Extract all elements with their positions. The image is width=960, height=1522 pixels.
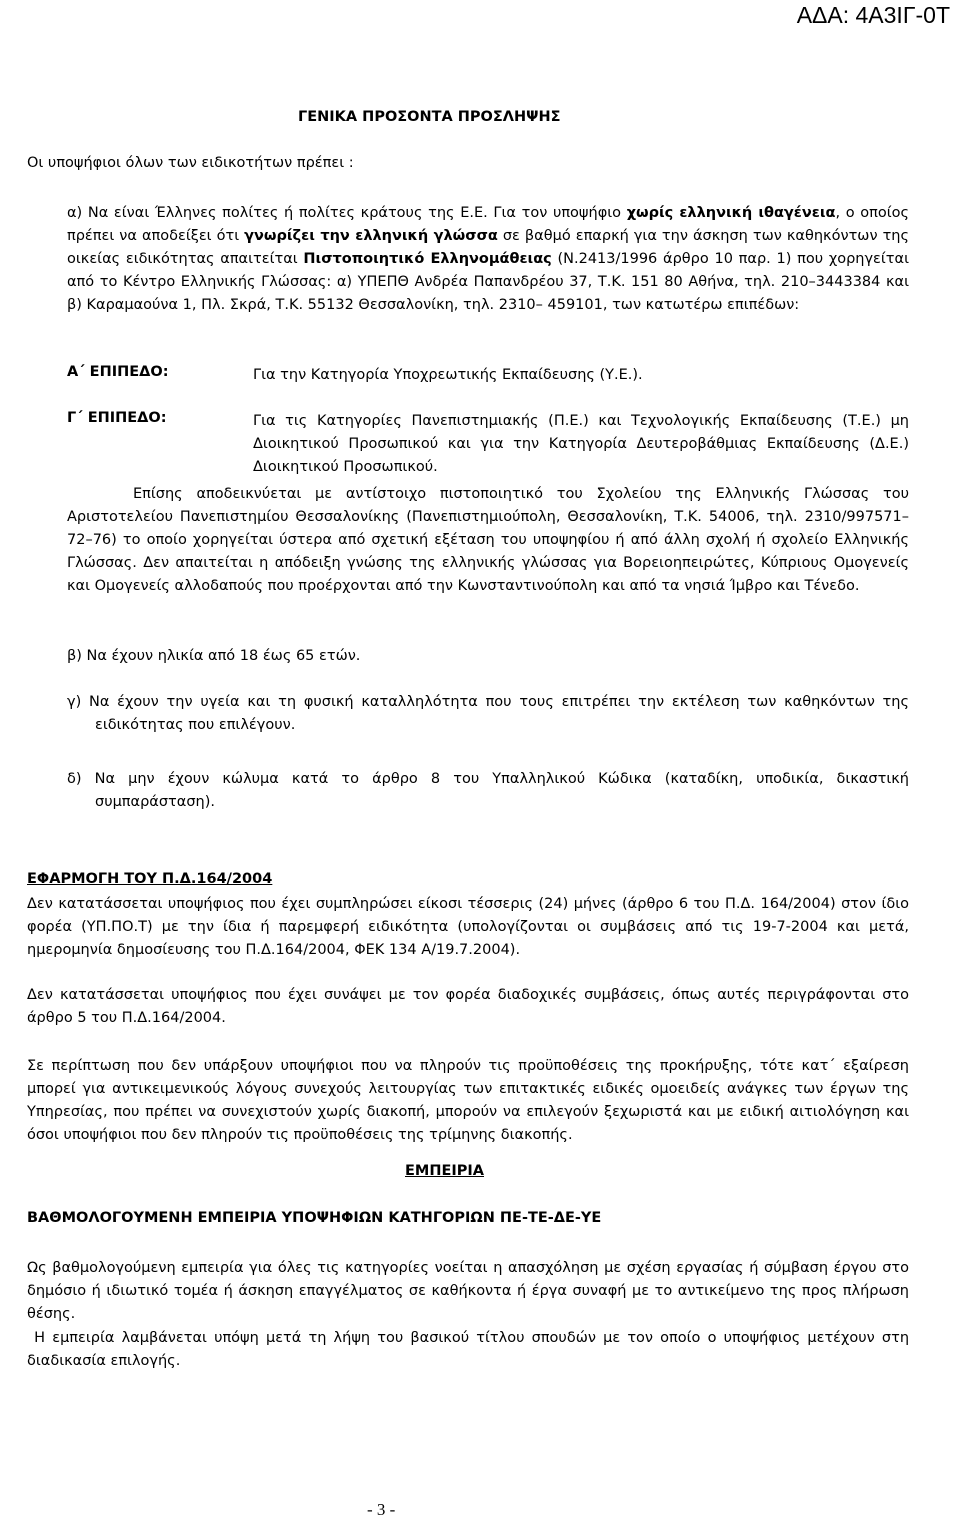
general-title: ΓΕΝΙΚΑ ΠΡΟΣΟΝΤΑ ΠΡΟΣΛΗΨΗΣ bbox=[298, 109, 561, 125]
requirement-d: δ) Να μην έχουν κώλυμα κατά το άρθρο 8 του Υπαλληλικού Κώδικα (καταδίκη, υποδικία, δικαστική συμπαράσταση). bbox=[67, 771, 909, 810]
requirement-a-bold-3: Πιστοποιητικό Ελληνομάθειας bbox=[303, 251, 552, 267]
experience-subtitle: ΒΑΘΜΟΛΟΓΟΥΜΕΝΗ ΕΜΠΕΙΡΙΑ ΥΠΟΨΗΦΙΩΝ ΚΑΤΗΓΟΡΙΩΝ ΠΕ-ΤΕ-ΔΕ-ΥΕ bbox=[27, 1210, 602, 1226]
requirement-a bbox=[67, 202, 909, 317]
page-number: - 3 - bbox=[367, 1500, 396, 1519]
pd-paragraph-1: Δεν κατατάσσεται υποψήφιος που έχει συμπληρώσει είκοσι τέσσερις (24) μήνες (άρθρο 6 του Π.Δ. 164/2004) στον ίδιο φορέα (ΥΠ.ΠΟ.Τ) με την ίδια ή παρεμφερή ειδικότητα (υπολογίζονται οι συμβάσεις από τις 19-7-2004 και μετά, ημερομηνία δημοσίευσης του Π.Δ.164/2004, ΦΕΚ 134 Α/19.7.2004). bbox=[27, 896, 909, 958]
experience-paragraph-1: Ως βαθμολογούμενη εμπειρία για όλες τις κατηγορίες νοείται η απασχόληση με σχέση εργασίας ή σύμβαση έργου στο δημόσιο ή ιδιωτικό τομέα ή άσκηση επαγγέλματος σε καθήκοντα ή έργα συναφή με το αντικείμενο της προς πλήρωση θέσης. bbox=[27, 1260, 909, 1322]
pd-title: ΕΦΑΡΜΟΓΗ ΤΟΥ Π.Δ.164/2004 bbox=[27, 871, 273, 887]
pd-paragraph-2: Δεν κατατάσσεται υποψήφιος που έχει συνάψει με τον φορέα διαδοχικές συμβάσεις, όπως αυτές περιγράφονται στο άρθρο 5 του Π.Δ.164/2004. bbox=[27, 987, 909, 1026]
experience-title: ΕΜΠΕΙΡΙΑ bbox=[405, 1163, 485, 1179]
general-intro: Οι υποψήφιοι όλων των ειδικοτήτων πρέπει : bbox=[27, 155, 354, 171]
requirement-a-text-2: , ο οποίος πρέπει να αποδείξει ότι bbox=[67, 205, 909, 244]
requirement-a-text-3: σε βαθμό επαρκή για την άσκηση των καθηκόντων της οικείας ειδικότητας απαιτείται bbox=[67, 228, 910, 267]
level-a-text: Για την Κατηγορία Υποχρεωτικής Εκπαίδευσης (Υ.Ε.). bbox=[253, 367, 643, 383]
ada-code: ΑΔΑ: 4Α3ΙΓ-0Τ bbox=[796, 2, 950, 28]
level-c-label: Γ΄ ΕΠΙΠΕΔΟ: bbox=[67, 410, 167, 426]
requirement-a-text-4: (Ν.2413/1996 άρθρο 10 παρ. 1) που χορηγείται από το Κέντρο Ελληνικής Γλώσσας: α) ΥΠΕΠΘ Ανδρέα Παπανδρέου 37, Τ.Κ. 151 80 Αθήνα, τηλ. 210–3443384 και β) Καραμαούνα 1, Πλ. Σκρά, Τ.Κ. 55132 Θεσσαλονίκη, τηλ. 2310– 459101, των κατωτέρω επιπέδων: bbox=[67, 251, 909, 313]
also-paragraph: Επίσης αποδεικνύεται με αντίστοιχο πιστοποιητικό του Σχολείου της Ελληνικής Γλώσσας του Αριστοτελείου Πανεπιστημίου Θεσσαλονίκης (Πανεπιστημιούπολη, Θεσσαλονίκη, Τ.Κ. 54006, τηλ. 2310/997571–72–76) το οποίο χορηγείται ύστερα από σχετική εξέταση του υποψηφίου ή από άλλη σχολή ή σχολείο Ελληνικής Γλώσσας. Δεν απαιτείται η απόδειξη γνώσης της ελληνικής γλώσσας για Βορειοηπειρώτες, Κύπριους Ομογενείς και Ομογενείς αλλοδαπούς που προέρχονται από την Κωνσταντινούπολη και από τα νησιά Ίμβρο και Τένεδο. bbox=[67, 486, 909, 594]
level-c-text: Για τις Κατηγορίες Πανεπιστημιακής (Π.Ε.) και Τεχνολογικής Εκπαίδευσης (Τ.Ε.) μη Διοικητικού Προσωπικού και για την Κατηγορία Δευτεροβάθμιας Εκπαίδευσης (Δ.Ε.) Διοικητικού Προσωπικού. bbox=[253, 413, 909, 475]
requirement-c: γ) Να έχουν την υγεία και τη φυσική καταλληλότητα που τους επιτρέπει την εκτέλεση των καθηκόντων της ειδικότητας που επιλέγουν. bbox=[67, 694, 909, 733]
experience-paragraph-2: Η εμπειρία λαμβάνεται υπόψη μετά τη λήψη του βασικού τίτλου σπουδών με τον οποίο ο υποψήφιος μετέχουν στη διαδικασία επιλογής. bbox=[27, 1330, 914, 1369]
requirement-b: β) Να έχουν ηλικία από 18 έως 65 ετών. bbox=[67, 648, 361, 664]
pd-paragraph-3: Σε περίπτωση που δεν υπάρξουν υποψήφιοι που να πληρούν τις προϋποθέσεις της προκήρυξης, τότε κατ΄ εξαίρεση μπορεί για αντικειμενικούς λόγους συνεχούς λειτουργίας των επιτακτικές ειδικές ομοειδείς ανάγκες των έργων της Υπηρεσίας, που πρέπει να συνεχιστούν χωρίς διακοπή, μπορούν να επιλεγούν ξεχωριστά και με ειδική αιτιολόγηση και όσοι υποψήφιοι που δεν πληρούν τις προϋποθέσεις της τρίμηνης διακοπής. bbox=[27, 1058, 909, 1143]
requirement-a-bold-2: γνωρίζει την ελληνική γλώσσα bbox=[244, 228, 498, 244]
level-a-row bbox=[67, 364, 909, 387]
level-c-row bbox=[67, 410, 909, 479]
level-a-label: Α΄ ΕΠΙΠΕΔΟ: bbox=[67, 364, 169, 380]
requirement-a-bold-1: χωρίς ελληνική ιθαγένεια bbox=[626, 205, 836, 221]
requirement-a-text-1: α) Να είναι Έλληνες πολίτες ή πολίτες κράτους της Ε.Ε. Για τον υποψήφιο bbox=[67, 205, 627, 221]
